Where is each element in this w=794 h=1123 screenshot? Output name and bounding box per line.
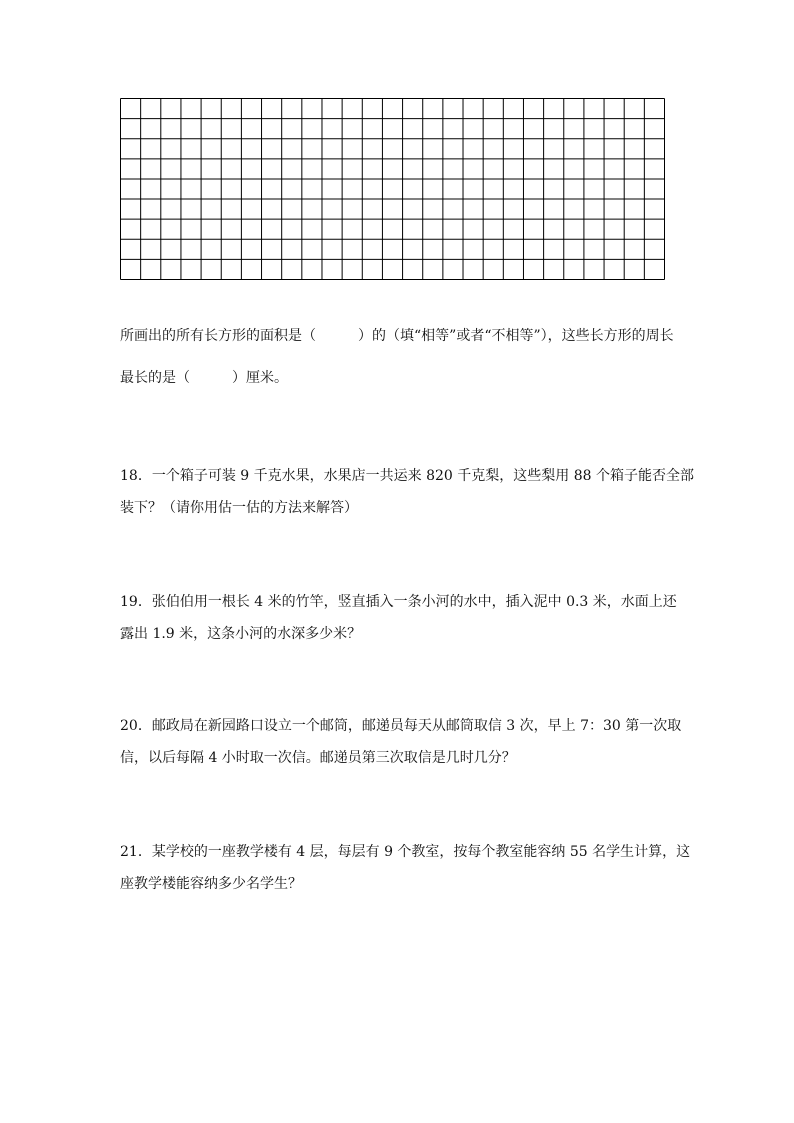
square-grid: [120, 98, 665, 280]
q18-line-2: 装下？（请你用估一估的方法来解答）: [120, 500, 358, 516]
q19-line-2: 露出 1.9 米，这条小河的水深多少米？: [120, 626, 362, 642]
q17-text-a: 所画出的所有长方形的面积是（: [120, 328, 316, 344]
q19-line-1: 19．张伯伯用一根长 4 米的竹竿，竖直插入一条小河的水中，插入泥中 0.3 米，水面上还: [120, 594, 677, 610]
q17-text-d: ）厘米。: [232, 370, 288, 386]
q21-line-1: 21．某学校的一座教学楼有 4 层，每层有 9 个教室，按每个教室能容纳 55 名学生计算，这: [120, 844, 691, 860]
q20-line-2: 信，以后每隔 4 小时取一次信。邮递员第三次取信是几时几分？: [120, 750, 516, 766]
q20-line-1: 20．邮政局在新园路口设立一个邮筒，邮递员每天从邮筒取信 3 次，早上 7：30 第一次取: [120, 718, 682, 734]
q17-text-b: ）的（填“相等”或者“不相等”），这些长方形的周长: [358, 328, 674, 344]
q17-line-2: [120, 368, 680, 388]
q17-line-1: [120, 326, 680, 346]
q18-line-1: 18．一个箱子可装 9 千克水果，水果店一共运来 820 千克梨，这些梨用 88 个箱子能否全部: [120, 468, 694, 484]
grid-svg: [120, 98, 665, 280]
q17-text-c: 最长的是（: [120, 370, 190, 386]
q21-line-2: 座教学楼能容纳多少名学生？: [120, 876, 302, 892]
